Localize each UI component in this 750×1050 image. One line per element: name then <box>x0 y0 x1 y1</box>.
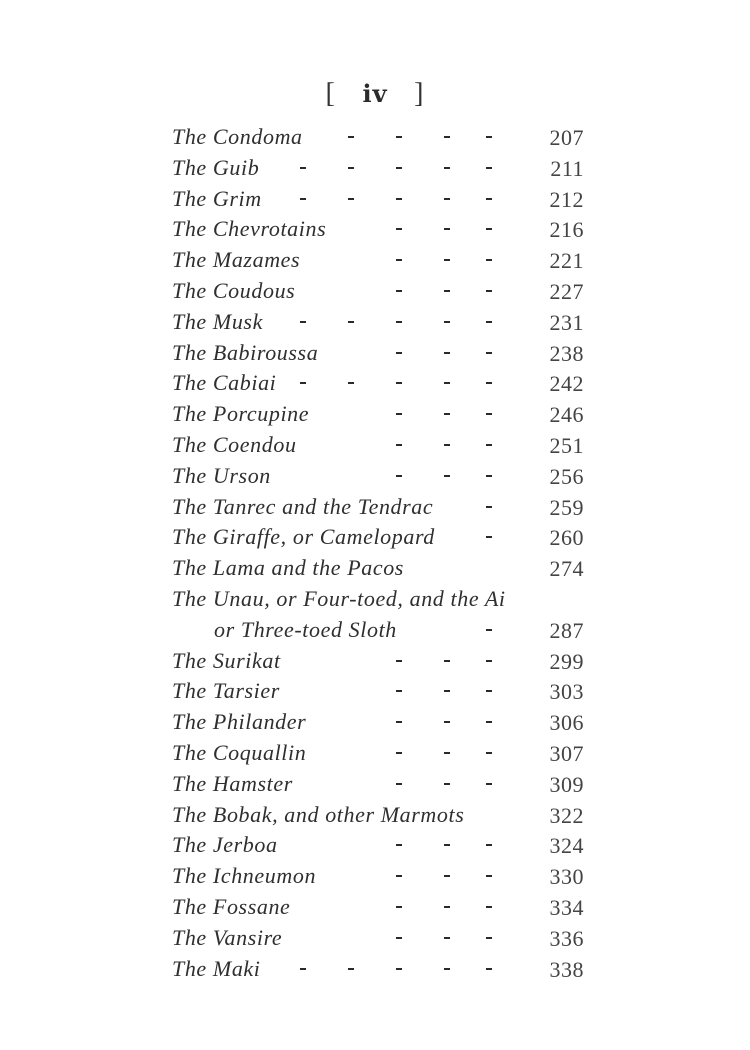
leader-dash <box>396 937 402 939</box>
dot-leader <box>300 136 500 142</box>
leader-dash <box>444 475 450 477</box>
toc-entry <box>0 800 750 831</box>
leader-dash <box>396 382 402 384</box>
dot-leader <box>300 906 500 912</box>
leader-dash <box>486 536 492 538</box>
entry-page-number: 307 <box>549 740 584 766</box>
toc-entry <box>0 830 750 861</box>
leader-dash <box>396 906 402 908</box>
entry-title: The Coquallin <box>172 739 307 765</box>
leader-dash <box>444 167 450 169</box>
entry-page-number: 306 <box>549 710 584 736</box>
toc-entry <box>0 676 750 707</box>
toc-entry <box>0 276 750 307</box>
leader-dash <box>486 660 492 662</box>
entry-title: The Chevrotains <box>172 216 327 242</box>
entry-title: The Condoma <box>172 124 303 149</box>
toc-entry <box>0 522 750 553</box>
entry-title: The Porcupine <box>172 401 310 427</box>
leader-dash <box>300 167 306 169</box>
dot-leader <box>300 844 500 850</box>
entry-page-number: 207 <box>549 125 584 150</box>
leader-dash <box>444 444 450 446</box>
leader-dash <box>486 844 492 846</box>
toc-entry <box>0 584 750 615</box>
leader-dash <box>444 382 450 384</box>
dot-leader <box>300 198 500 204</box>
leader-dash <box>348 968 354 970</box>
dot-leader <box>300 475 500 481</box>
dot-leader <box>300 321 500 327</box>
leader-dash <box>396 136 402 138</box>
toc-entry <box>0 954 750 985</box>
leader-dash <box>300 198 306 200</box>
leader-dash <box>396 875 402 877</box>
entry-page-number: 238 <box>549 340 584 366</box>
entry-page-number: 227 <box>549 278 584 304</box>
leader-dash <box>348 382 354 384</box>
leader-dash <box>348 136 354 138</box>
leader-dash <box>444 198 450 200</box>
leader-dash <box>396 752 402 754</box>
leader-dash <box>486 937 492 939</box>
leader-dash <box>486 444 492 446</box>
toc-entry <box>0 122 750 153</box>
leader-dash <box>396 690 402 692</box>
leader-dash <box>348 198 354 200</box>
dot-leader <box>300 783 500 789</box>
entry-title: The Babiroussa <box>172 339 319 365</box>
leader-dash <box>486 721 492 723</box>
entry-page-number: 287 <box>549 617 584 643</box>
leader-dash <box>486 875 492 877</box>
entry-page-number: 336 <box>549 925 584 951</box>
toc-entry <box>0 892 750 923</box>
entry-page-number: 309 <box>549 771 584 797</box>
toc-entry <box>0 368 750 399</box>
leader-dash <box>444 906 450 908</box>
entry-title: The Guib <box>172 154 260 180</box>
toc-entry <box>0 338 750 369</box>
table-of-contents <box>0 122 750 984</box>
entry-page-number: 330 <box>549 864 584 890</box>
leader-dash <box>486 475 492 477</box>
leader-dash <box>396 321 402 323</box>
leader-dash <box>444 321 450 323</box>
entry-title: The Ichneumon <box>172 863 317 889</box>
toc-entry <box>0 461 750 492</box>
toc-entry <box>0 861 750 892</box>
leader-dash <box>486 413 492 415</box>
dot-leader <box>300 290 500 296</box>
dot-leader <box>300 629 500 635</box>
dot-leader <box>300 690 500 696</box>
leader-dash <box>348 321 354 323</box>
entry-title: The Urson <box>172 462 271 488</box>
dot-leader <box>300 167 500 173</box>
leader-dash <box>444 290 450 292</box>
toc-entry <box>0 430 750 461</box>
leader-dash <box>444 875 450 877</box>
leader-dash <box>444 259 450 261</box>
leader-dash <box>444 937 450 939</box>
dot-leader <box>300 444 500 450</box>
toc-entry <box>0 707 750 738</box>
leader-dash <box>486 321 492 323</box>
entry-page-number: 216 <box>549 217 584 243</box>
dot-leader <box>300 382 500 388</box>
leader-dash <box>444 413 450 415</box>
entry-page-number: 260 <box>549 525 584 551</box>
leader-dash <box>300 968 306 970</box>
leader-dash <box>396 290 402 292</box>
entry-page-number: 334 <box>549 894 584 920</box>
leader-dash <box>396 259 402 261</box>
leader-dash <box>486 968 492 970</box>
entry-page-number: 322 <box>549 802 584 828</box>
dot-leader <box>300 259 500 265</box>
leader-dash <box>396 844 402 846</box>
dot-leader <box>300 875 500 881</box>
entry-title: The Bobak, and other Marmots <box>172 801 465 827</box>
page-header <box>0 78 750 110</box>
entry-page-number: 246 <box>549 402 584 428</box>
leader-dash <box>486 259 492 261</box>
leader-dash <box>396 228 402 230</box>
leader-dash <box>396 968 402 970</box>
toc-entry <box>0 923 750 954</box>
entry-title: The Lama and the Pacos <box>172 555 404 581</box>
entry-page-number: 274 <box>549 556 584 582</box>
close-bracket: ] <box>414 78 425 109</box>
dot-leader <box>300 937 500 943</box>
leader-dash <box>396 721 402 723</box>
leader-dash <box>396 167 402 169</box>
leader-dash <box>486 198 492 200</box>
entry-title: The Tanrec and the Tendrac <box>172 493 434 519</box>
toc-entry <box>0 492 750 523</box>
entry-title: The Musk <box>172 308 263 334</box>
leader-dash <box>486 228 492 230</box>
leader-dash <box>396 352 402 354</box>
dot-leader <box>300 352 500 358</box>
toc-entry <box>0 153 750 184</box>
leader-dash <box>300 321 306 323</box>
toc-entry <box>0 307 750 338</box>
leader-dash <box>486 136 492 138</box>
leader-dash <box>444 783 450 785</box>
dot-leader <box>300 721 500 727</box>
entry-page-number: 231 <box>549 309 584 335</box>
leader-dash <box>444 721 450 723</box>
entry-title: The Fossane <box>172 893 291 919</box>
leader-dash <box>444 968 450 970</box>
entry-title: The Grim <box>172 185 262 211</box>
leader-dash <box>444 228 450 230</box>
leader-dash <box>444 844 450 846</box>
toc-entry <box>0 214 750 245</box>
dot-leader <box>300 413 500 419</box>
leader-dash <box>444 752 450 754</box>
entry-page-number: 212 <box>549 186 584 212</box>
toc-entry <box>0 553 750 584</box>
leader-dash <box>396 444 402 446</box>
entry-title: The Tarsier <box>172 678 280 704</box>
leader-dash <box>396 660 402 662</box>
dot-leader <box>300 228 500 234</box>
toc-entry <box>0 646 750 677</box>
dot-leader <box>300 752 500 758</box>
leader-dash <box>348 167 354 169</box>
entry-page-number: 242 <box>549 371 584 397</box>
dot-leader <box>300 506 500 512</box>
open-bracket: [ <box>325 78 336 109</box>
leader-dash <box>300 382 306 384</box>
entry-title: The Maki <box>172 955 261 981</box>
entry-page-number: 211 <box>550 155 584 181</box>
dot-leader <box>300 968 500 974</box>
leader-dash <box>486 906 492 908</box>
toc-entry <box>0 769 750 800</box>
entry-title: The Unau, or Four-toed, and the Ai <box>172 585 506 611</box>
roman-page-number: iv <box>362 79 388 108</box>
leader-dash <box>486 690 492 692</box>
entry-title: or Three-toed Sloth <box>214 616 397 642</box>
entry-title: The Hamster <box>172 770 293 796</box>
toc-entry <box>0 184 750 215</box>
entry-title: The Jerboa <box>172 832 278 858</box>
leader-dash <box>486 783 492 785</box>
leader-dash <box>486 352 492 354</box>
leader-dash <box>486 382 492 384</box>
entry-title: The Giraffe, or Camelopard <box>172 524 435 550</box>
entry-page-number: 338 <box>549 956 584 982</box>
leader-dash <box>486 506 492 508</box>
leader-dash <box>444 690 450 692</box>
leader-dash <box>486 167 492 169</box>
entry-page-number: 303 <box>549 679 584 705</box>
entry-title: The Coudous <box>172 277 296 303</box>
entry-page-number: 251 <box>549 432 584 458</box>
leader-dash <box>444 352 450 354</box>
toc-entry <box>0 738 750 769</box>
entry-title: The Philander <box>172 709 307 735</box>
entry-title: The Vansire <box>172 924 283 950</box>
leader-dash <box>486 752 492 754</box>
entry-page-number: 259 <box>549 494 584 520</box>
leader-dash <box>396 198 402 200</box>
toc-entry <box>0 615 750 646</box>
entry-page-number: 299 <box>549 648 584 674</box>
entry-title: The Coendou <box>172 431 297 457</box>
leader-dash <box>486 629 492 631</box>
entry-page-number: 256 <box>549 463 584 489</box>
toc-entry <box>0 399 750 430</box>
leader-dash <box>444 136 450 138</box>
dot-leader <box>300 660 500 666</box>
dot-leader <box>300 536 500 542</box>
leader-dash <box>396 783 402 785</box>
leader-dash <box>486 290 492 292</box>
entry-title: The Mazames <box>172 247 301 273</box>
leader-dash <box>396 475 402 477</box>
leader-dash <box>396 413 402 415</box>
entry-title: The Cabiai <box>172 370 277 396</box>
toc-entry <box>0 245 750 276</box>
entry-title: The Surikat <box>172 647 281 673</box>
entry-page-number: 324 <box>549 833 584 859</box>
leader-dash <box>444 660 450 662</box>
entry-page-number: 221 <box>549 248 584 274</box>
